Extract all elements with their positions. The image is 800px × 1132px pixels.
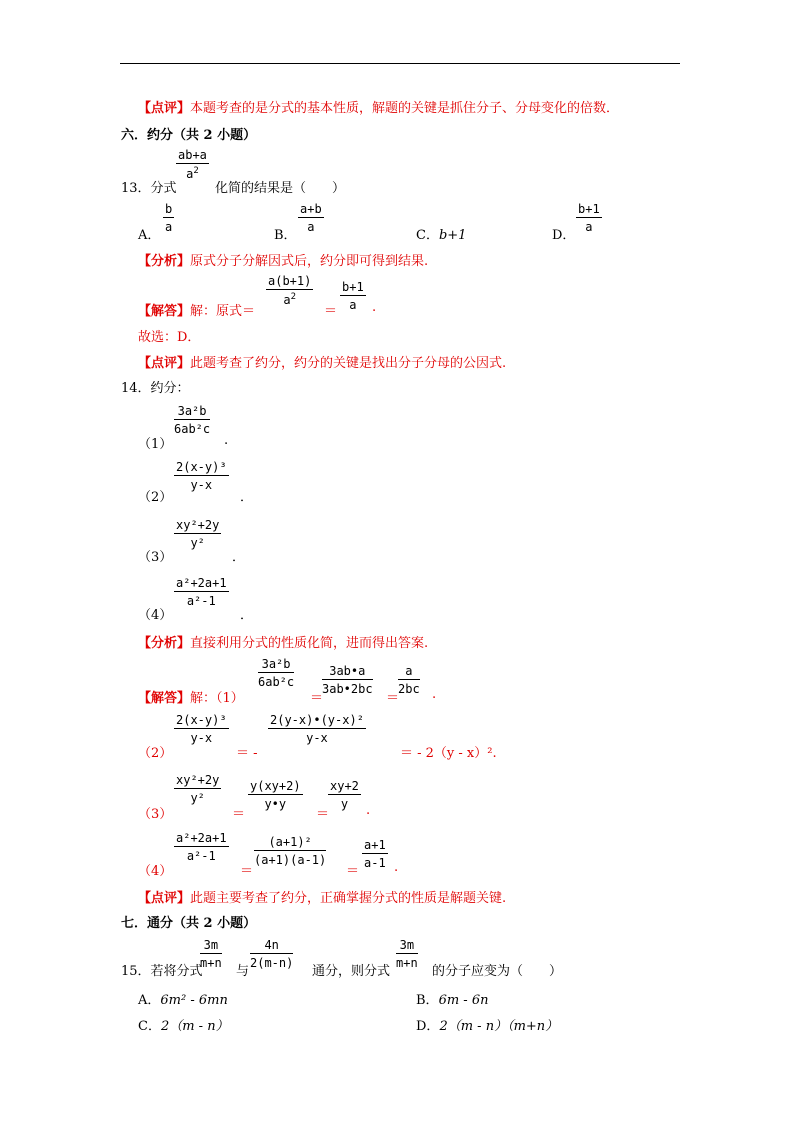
- q13-option-a-label: A．: [138, 228, 161, 243]
- q14-item-4-end: ．: [240, 608, 254, 623]
- q14-item-2-label: （2）: [138, 490, 173, 505]
- q14-answer-1-fraction-3: $\frac{a}{2bc}$: [398, 664, 420, 696]
- q14-item-3-label: （3）: [138, 550, 173, 565]
- q15-stem-tail: 的分子应变为（ ）: [432, 964, 563, 979]
- q14-answer-2-label: （2）: [138, 746, 173, 761]
- q14-answer-3-eq-1: ＝: [232, 807, 246, 822]
- q14-answer-4-fraction-3: $\frac{a+1}{a-1}$: [364, 838, 386, 870]
- q13-option-c: C．b+1: [416, 228, 467, 243]
- q14-answer-3-fraction-3: $\frac{xy+2}{y}$: [330, 779, 359, 811]
- q13-answer-fraction-2: $\frac{b+1}{a}$: [342, 280, 364, 312]
- q14-answer-1-fraction-2: $\frac{3ab•a}{3ab•2bc}$: [322, 664, 373, 696]
- q14-item-2-end: ．: [240, 490, 254, 505]
- q13-answer-equals: ＝: [324, 304, 338, 319]
- q15-stem-start: 15．若将分式: [121, 964, 203, 979]
- q14-comment: 【点评】此题主要考查了约分，正确掌握分式的性质是解题关键.: [138, 891, 507, 906]
- q13-answer-lead: 【解答】解：原式＝: [138, 304, 256, 319]
- q14-answer-3-fraction-1: $\frac{\text{xy²+2y}}{\text{y²}}$: [176, 773, 220, 805]
- section-heading-6: 六．约分（共 2 小题）: [121, 128, 257, 143]
- q13-option-d-fraction: $\frac{b+1}{a}$: [578, 202, 600, 234]
- q13-answer-fraction-1: $\frac{a(b+1)}{a^2}$: [268, 274, 312, 307]
- q15-option-b: B．6m - 6n: [416, 993, 489, 1008]
- q14-answer-2-fraction-2: $\frac{\text{2(y-x)•(y-x)²}}{y-x}$: [270, 713, 364, 745]
- q14-answer-1-fraction-1: $\frac{\text{3a²b}}{\text{6ab²c}}$: [258, 657, 295, 689]
- q14-item-1-label: （1）: [138, 437, 173, 452]
- q14-answer-4-fraction-1: $\frac{\text{a²+2a+1}}{\text{a²-1}}$: [176, 831, 227, 863]
- q14-answer-lead: 【解答】解：（1）: [138, 691, 244, 706]
- q14-item-4-label: （4）: [138, 608, 173, 623]
- q14-title: 14．约分：: [121, 381, 190, 396]
- q14-answer-3-fraction-2: $\frac{y(xy+2)}{y•y}$: [250, 779, 301, 811]
- q14-answer-2-fraction-1: $\frac{\text{2(x-y)³}}{y-x}$: [176, 713, 227, 745]
- q14-answer-4-label: （4）: [138, 864, 173, 879]
- q13-comment: 【点评】此题考查了约分，约分的关键是找出分子分母的公因式.: [138, 356, 507, 371]
- q13-option-b-label: B．: [274, 228, 297, 243]
- q14-item-1-end: .: [224, 433, 229, 448]
- q15-stem-mid: 与: [236, 964, 250, 979]
- comment-q12: 【点评】本题考查的是分式的基本性质，解题的关键是抓住分子、分母变化的倍数．: [138, 101, 620, 116]
- q13-answer-end: .: [372, 300, 377, 315]
- q14-item-1-fraction: $\frac{\text{3a²b}}{\text{6ab²c}}$: [174, 404, 211, 436]
- q13-choice: 故选：D．: [138, 330, 201, 345]
- q15-stem-mid2: 通分，则分式: [312, 964, 391, 979]
- q14-item-2-fraction: $\frac{\text{2(x-y)³}}{y-x}$: [176, 460, 227, 492]
- q14-analysis: 【分析】直接利用分式的性质化简，进而得出答案.: [138, 636, 429, 651]
- q14-item-3-fraction: $\frac{\text{xy²+2y}}{\text{y²}}$: [176, 518, 220, 550]
- q14-answer-1-eq-2: ＝: [386, 691, 400, 706]
- q13-option-a-fraction: $\frac{b}{a}$: [165, 202, 173, 234]
- q13-stem-tail: 化简的结果是（ ）: [215, 181, 346, 196]
- q14-answer-2-eq: ＝ -: [236, 746, 258, 761]
- q14-item-3-end: ．: [232, 550, 246, 565]
- q15-fraction-2: $\frac{4n}{2(m-n)}$: [250, 938, 294, 970]
- q14-answer-4-eq-1: ＝: [240, 864, 254, 879]
- q14-answer-1-eq-1: ＝: [310, 691, 324, 706]
- q14-answer-4-fraction-2: $\frac{\text{(a+1)²}}{(a+1)(a-1)}$: [254, 835, 327, 867]
- q14-answer-2-tail: ＝ - 2（y - x）².: [400, 746, 497, 761]
- q13-option-d-label: D．: [552, 228, 576, 243]
- q15-option-a: A．6m² - 6mn: [138, 993, 228, 1008]
- q13-fraction: $\frac{ab+a}{a^2}$: [178, 148, 207, 181]
- q13-stem: 13．分式: [121, 181, 177, 196]
- q14-answer-1-end: .: [432, 687, 437, 702]
- q13-analysis: 【分析】原式分子分解因式后，约分即可得到结果.: [138, 254, 429, 269]
- q14-answer-3-label: （3）: [138, 807, 173, 822]
- q15-fraction-1: $\frac{3m}{m+n}$: [200, 938, 222, 970]
- q15-option-d: D．2（m - n）（m+n）: [416, 1019, 559, 1034]
- q14-item-4-fraction: $\frac{\text{a²+2a+1}}{\text{a²-1}}$: [176, 576, 227, 608]
- section-heading-7: 七．通分（共 2 小题）: [121, 916, 257, 931]
- q14-answer-4-eq-2: ＝: [346, 864, 360, 879]
- q14-answer-4-end: .: [394, 860, 399, 875]
- header-rule: [120, 63, 680, 64]
- q15-option-c: C．2（m - n）: [138, 1019, 229, 1034]
- q14-answer-3-end: .: [366, 803, 371, 818]
- q14-answer-3-eq-2: ＝: [316, 807, 330, 822]
- q15-fraction-3: $\frac{3m}{m+n}$: [396, 938, 418, 970]
- q13-option-b-fraction: $\frac{a+b}{a}$: [300, 202, 322, 234]
